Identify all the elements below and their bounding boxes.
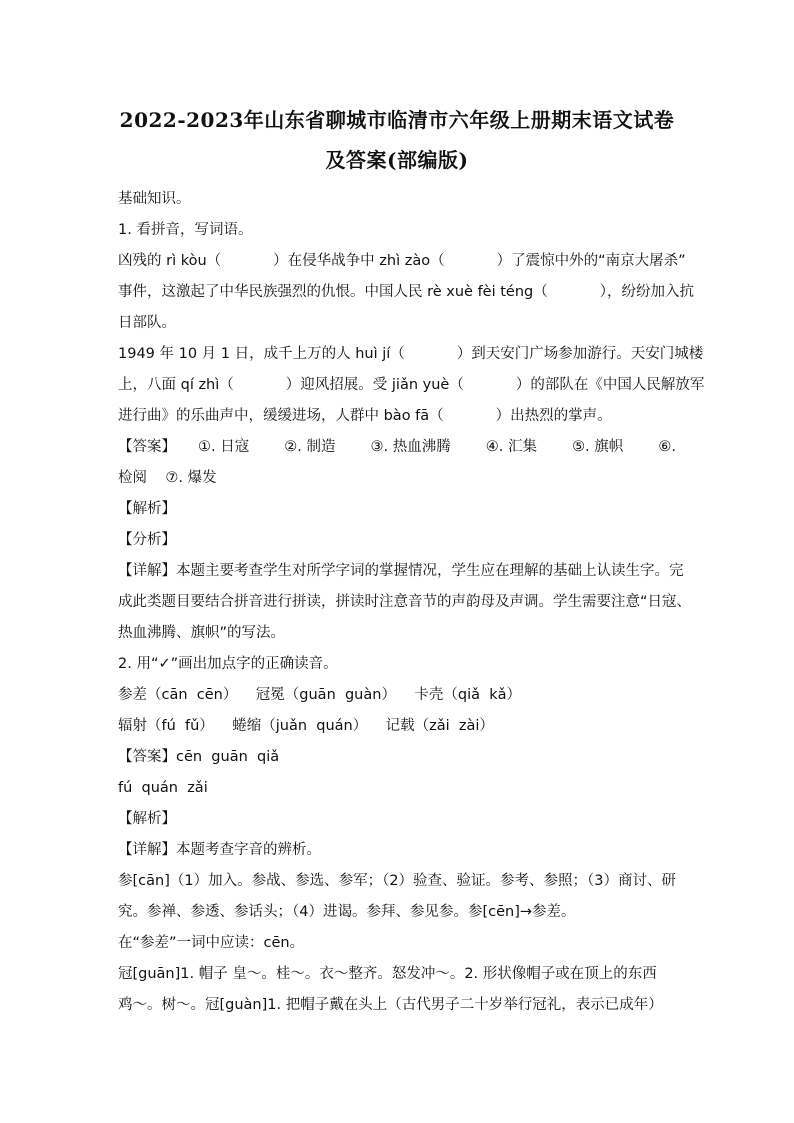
q2-options-row-1: 参差（cān cēn） 冠冕（guān guàn） 卡壳（qiǎ kǎ） xyxy=(118,687,521,703)
q1-paragraph-line-4 xyxy=(118,339,704,370)
q2-detail-line-4: 冠[guān]1. 帽子 皇～。桂～。衣～整齐。怒发冲～。2. 形状像帽子或在顶上的东西 xyxy=(118,966,657,982)
q1-fenxi-label: 【分析】 xyxy=(118,532,176,548)
document-title xyxy=(118,100,676,180)
q1-text: 1949 年 10 月 1 日，成千上万的人 huì jí（ xyxy=(118,346,405,362)
q2-detail-line-3: 在“参差”一词中应读：cēn。 xyxy=(118,935,305,951)
q2-detail-heading: 【详解】本题考查字音的辨析。 xyxy=(118,842,321,858)
answer-item: ②. 制造 xyxy=(284,439,336,455)
q1-text: 上，八面 qí zhì（ xyxy=(118,377,234,393)
q1-text: 进行曲》的乐曲声中，缓缓进场，人群中 bào fā（ xyxy=(118,408,444,424)
q1-jiexi-label: 【解析】 xyxy=(118,501,176,517)
q1-text: ），纷纷加入抗 xyxy=(599,284,694,300)
q2-detail-line-1: 参[cān]（1）加入。参战、参选、参军；（2）验查、验证。参考、参照；（3）商讨、研 xyxy=(118,873,677,889)
q1-detail-line-2: 成此类题目要结合拼音进行拼读，拼读时注意音节的声韵母及声调。学生需要注意“日寇、 xyxy=(118,594,692,610)
answer-item: ④. 汇集 xyxy=(485,439,538,455)
q1-paragraph-line-1 xyxy=(118,246,686,277)
q2-answer-line-1: 【答案】cēn guān qiǎ xyxy=(118,749,280,765)
q1-text: 事件，这激起了中华民族强烈的仇恨。中国人民 rè xuè fèi téng（ xyxy=(118,284,548,300)
q2-answer-line-2: fú quán zǎi xyxy=(118,780,208,796)
q2-detail-line-2: 究。参禅、参透、参话头；（4）进谒。参拜、参见参。参[cēn]→参差。 xyxy=(118,904,576,920)
q2-detail-line-5: 鸡～。树～。冠[guàn]1. 把帽子戴在头上（古代男子二十岁举行冠礼，表示已成年） xyxy=(118,997,663,1013)
answer-item: ①. 日寇 xyxy=(198,439,250,455)
q1-text: ）出热烈的掌声。 xyxy=(495,408,612,424)
q1-heading: 1. 看拼音，写词语。 xyxy=(118,222,253,238)
q1-text: ）了震惊中外的“南京大屠杀” xyxy=(496,253,686,269)
section-heading: 基础知识。 xyxy=(118,191,191,207)
q1-paragraph-line-3: 日部队。 xyxy=(118,315,176,331)
answer-item: ⑥. xyxy=(658,439,676,455)
q1-text: ）的部队在《中国人民解放军 xyxy=(515,377,705,393)
q1-text: ）在侵华战争中 zhì zào（ xyxy=(273,253,445,269)
q1-paragraph-line-6 xyxy=(118,401,676,432)
q1-text: ）迎风招展。受 jiǎn yuè（ xyxy=(285,377,464,393)
answer-label: 【答案】 xyxy=(118,439,176,455)
q2-options-row-2: 辐射（fú fǔ） 蜷缩（juǎn quán） 记载（zǎi zài） xyxy=(118,718,494,734)
q2-heading: 2. 用“✓”画出加点字的正确读音。 xyxy=(118,656,338,672)
title-line-2: 及答案(部编版) xyxy=(325,148,469,172)
q1-answer-continued: 检阅 ⑦. 爆发 xyxy=(118,470,217,486)
answer-items xyxy=(198,432,676,463)
title-line-1: 2022-2023年山东省聊城市临清市六年级上册期末语文试卷 xyxy=(119,108,675,132)
q2-jiexi-label: 【解析】 xyxy=(118,811,176,827)
answer-item: ⑤. 旗帜 xyxy=(572,439,624,455)
q1-answer-row xyxy=(118,432,676,463)
q1-text: ）到天安门广场参加游行。天安门城楼 xyxy=(456,346,704,362)
answer-item: ③. 热血沸腾 xyxy=(370,439,451,455)
q1-detail-line-3: 热血沸腾、旗帜”的写法。 xyxy=(118,625,286,641)
q1-paragraph-line-2 xyxy=(118,277,694,308)
q1-detail-line-1: 【详解】本题主要考查学生对所学字词的掌握情况，学生应在理解的基础上认读生字。完 xyxy=(118,563,684,579)
q1-paragraph-line-5 xyxy=(118,370,705,401)
q1-text: 凶残的 rì kòu（ xyxy=(118,253,222,269)
